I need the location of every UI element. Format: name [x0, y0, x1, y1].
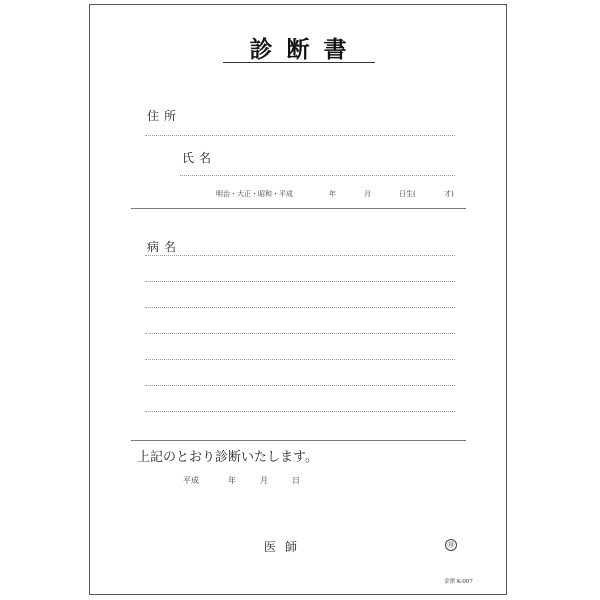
form-title: 診断書 [249, 36, 361, 63]
doctor-label: 医師 [264, 540, 307, 554]
issue-era-label: 平成 [183, 476, 199, 485]
birth-date-row [216, 189, 466, 201]
issue-date-row [183, 475, 323, 487]
disease-line-6[interactable] [145, 385, 455, 386]
section-divider-bottom [131, 440, 466, 441]
medical-certificate-form [89, 4, 507, 595]
disease-label: 病名 [147, 240, 182, 254]
product-code: 金澤 K-007 [444, 579, 473, 585]
issue-day-label: 日 [292, 476, 300, 485]
address-label: 住所 [147, 109, 182, 123]
age-label: 才) [444, 190, 454, 198]
birth-day-label: 日生( [399, 190, 416, 198]
disease-line-2[interactable] [145, 281, 455, 282]
disease-line-5[interactable] [145, 359, 455, 360]
issue-month-label: 月 [260, 476, 268, 485]
issue-year-label: 年 [228, 476, 236, 485]
certification-statement: 上記のとおり診断いたします。 [137, 450, 318, 465]
disease-line-4[interactable] [145, 333, 455, 334]
birth-era-options: 明治・大正・昭和・平成 [216, 190, 293, 198]
name-line[interactable] [180, 175, 455, 176]
address-line[interactable] [145, 135, 455, 136]
section-divider-top [131, 208, 466, 209]
title-underline [223, 62, 375, 63]
seal-mark: ㊞ [445, 539, 457, 551]
disease-line-7[interactable] [145, 411, 455, 412]
name-label: 氏名 [182, 151, 217, 165]
disease-line-3[interactable] [145, 307, 455, 308]
birth-month-label: 月 [364, 190, 371, 198]
birth-year-label: 年 [329, 190, 336, 198]
disease-line-1[interactable] [145, 255, 455, 256]
